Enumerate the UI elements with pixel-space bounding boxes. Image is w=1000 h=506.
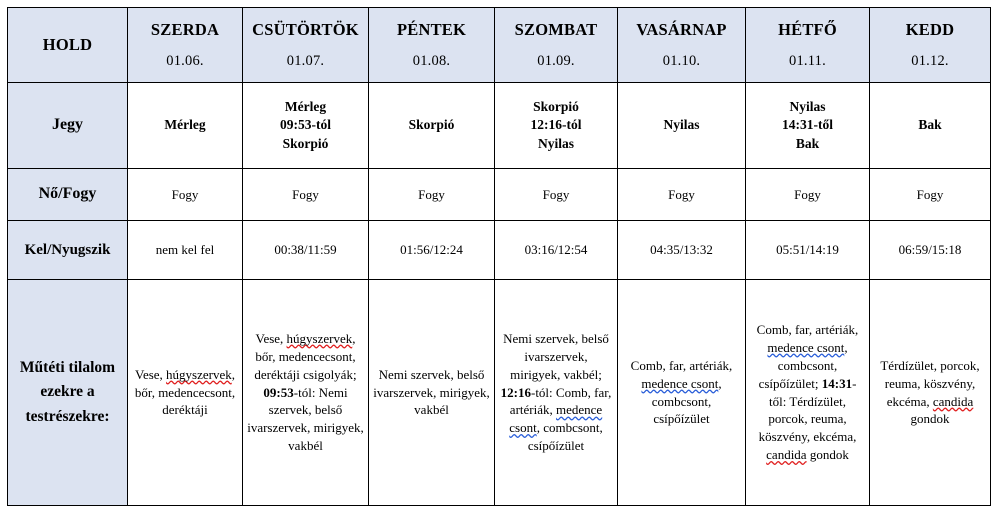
rise-set-cell-0: nem kel fel	[128, 221, 243, 280]
grammarcheck-underline: medence csont	[641, 375, 719, 391]
surgery-cell-1	[243, 280, 369, 506]
row-label-surgery-ban	[8, 280, 128, 506]
rise-set-cell-4: 04:35/13:32	[618, 221, 746, 280]
table-row-rise-set	[8, 221, 991, 280]
surgery-cell-0	[128, 280, 243, 506]
spellcheck-underline: húgyszervek	[286, 330, 353, 346]
text-run: gondok	[806, 447, 849, 463]
header-dayname: PÉNTEK	[396, 20, 467, 40]
sign-cell-2	[369, 83, 495, 169]
text-run: Vese,	[255, 330, 287, 346]
rise-set-cell-3: 03:16/12:54	[495, 221, 618, 280]
grammarcheck-underline: medence csont	[509, 402, 603, 436]
text-line: Bak	[795, 135, 820, 151]
text-line: Műtéti tilalom	[19, 359, 116, 377]
text-run: , bőr, medencecsont, deréktáji	[134, 366, 236, 418]
header-day-4	[618, 8, 746, 83]
text-line: Bak	[918, 117, 942, 133]
text-run: Térdízület, porcok, reuma, köszvény, ekcéma,	[880, 357, 980, 409]
text-line: 09:53-tól	[280, 117, 331, 133]
rise-set-cell-1: 00:38/11:59	[243, 221, 369, 280]
sign-cell-0	[128, 83, 243, 169]
header-daydate: 01.07.	[286, 52, 325, 69]
header-dayname: HÉTFŐ	[778, 20, 837, 40]
text-run: Comb, far, artériák,	[630, 357, 733, 373]
rise-set-cell-2: 01:56/12:24	[369, 221, 495, 280]
row-label-phase: Nő/Fogy	[8, 169, 128, 221]
transition-time: 12:16	[500, 384, 531, 400]
text-run: Nemi szervek, belső ivarszervek, mirigyek, vakbél;	[503, 330, 609, 382]
text-line: Nyilas	[663, 117, 700, 133]
transition-time: 09:53	[263, 384, 294, 400]
text-line: Nyilas	[789, 98, 826, 114]
text-run: gondok	[910, 411, 950, 427]
text-line: Nyilas	[537, 135, 574, 151]
transition-time: 14:31	[821, 375, 853, 391]
surgery-cell-5	[746, 280, 870, 506]
sign-cell-1	[243, 83, 369, 169]
text-run: , combcsont, csípőízület;	[758, 339, 848, 391]
text-line: ezekre a	[40, 383, 95, 401]
text-run: , combcsont, csípőízület	[651, 375, 722, 427]
text-run: Vese,	[135, 366, 167, 382]
phase-cell-6: Fogy	[870, 169, 991, 221]
text-line: Skorpió	[408, 117, 455, 133]
sign-cell-5	[746, 83, 870, 169]
text-line: 12:16-tól	[530, 117, 582, 133]
header-day-1	[243, 8, 369, 83]
phase-cell-2: Fogy	[369, 169, 495, 221]
table-row-phase	[8, 169, 991, 221]
header-dayname: VASÁRNAP	[636, 20, 727, 40]
sign-cell-4	[618, 83, 746, 169]
surgery-cell-3	[495, 280, 618, 506]
text-line: 14:31-től	[782, 117, 833, 133]
text-run: -tól: Comb, far, artériák,	[509, 384, 612, 418]
surgery-cell-2	[369, 280, 495, 506]
surgery-cell-4	[618, 280, 746, 506]
table-row-surgery-ban	[8, 280, 991, 506]
header-day-5	[746, 8, 870, 83]
header-dayname: CSÜTÖRTÖK	[252, 20, 359, 40]
header-daydate: 01.06.	[166, 52, 204, 69]
spellcheck-underline: candida	[766, 447, 807, 463]
moon-calendar-container	[7, 7, 990, 480]
spellcheck-underline: húgyszervek	[166, 366, 232, 382]
sign-cell-3	[495, 83, 618, 169]
header-corner-hold: HOLD	[8, 8, 128, 83]
header-daydate: 01.08.	[412, 52, 451, 69]
header-daydate: 01.09.	[537, 52, 575, 69]
row-label-sign: Jegy	[8, 83, 128, 169]
sign-cell-6	[870, 83, 991, 169]
moon-calendar-table	[7, 7, 991, 506]
spellcheck-underline: candida	[932, 393, 974, 409]
phase-cell-3: Fogy	[495, 169, 618, 221]
text-run: Comb, far, artériák,	[756, 321, 859, 337]
header-day-3	[495, 8, 618, 83]
rise-set-cell-5: 05:51/14:19	[746, 221, 870, 280]
phase-cell-4: Fogy	[618, 169, 746, 221]
text-run: Nemi szervek, belső ivarszervek, mirigyek, vakbél	[373, 366, 490, 418]
text-run: , combcsont, csípőízület	[527, 420, 603, 454]
text-line: Skorpió	[282, 135, 329, 151]
header-day-2	[369, 8, 495, 83]
text-line: Mérleg	[164, 117, 206, 133]
header-day-0	[128, 8, 243, 83]
text-run: , bőr, medencecsont, deréktáji csigolyák;	[254, 330, 357, 382]
table-row-sign	[8, 83, 991, 169]
header-dayname: KEDD	[905, 20, 955, 40]
text-line: Mérleg	[284, 98, 327, 114]
header-day-6	[870, 8, 991, 83]
header-daydate: 01.11.	[789, 52, 826, 69]
surgery-cell-6	[870, 280, 991, 506]
text-run: -től: Térdízület, porcok, reuma, köszvény, ekcéma,	[758, 375, 857, 445]
rise-set-cell-6: 06:59/15:18	[870, 221, 991, 280]
header-daydate: 01.10.	[662, 52, 701, 69]
phase-cell-0: Fogy	[128, 169, 243, 221]
text-line: testrészekre:	[25, 407, 110, 425]
header-daydate: 01.12.	[911, 52, 949, 69]
row-label-rise-set: Kel/Nyugszik	[8, 221, 128, 280]
text-line: Skorpió	[533, 98, 579, 114]
header-dayname: SZERDA	[150, 20, 220, 40]
table-header-row	[8, 8, 991, 83]
phase-cell-1: Fogy	[243, 169, 369, 221]
grammarcheck-underline: medence csont	[767, 339, 845, 355]
phase-cell-5: Fogy	[746, 169, 870, 221]
header-dayname: SZOMBAT	[514, 20, 598, 40]
text-run: -tól: Nemi szervek, belső ivarszervek, mirigyek, vakbél	[247, 384, 364, 454]
